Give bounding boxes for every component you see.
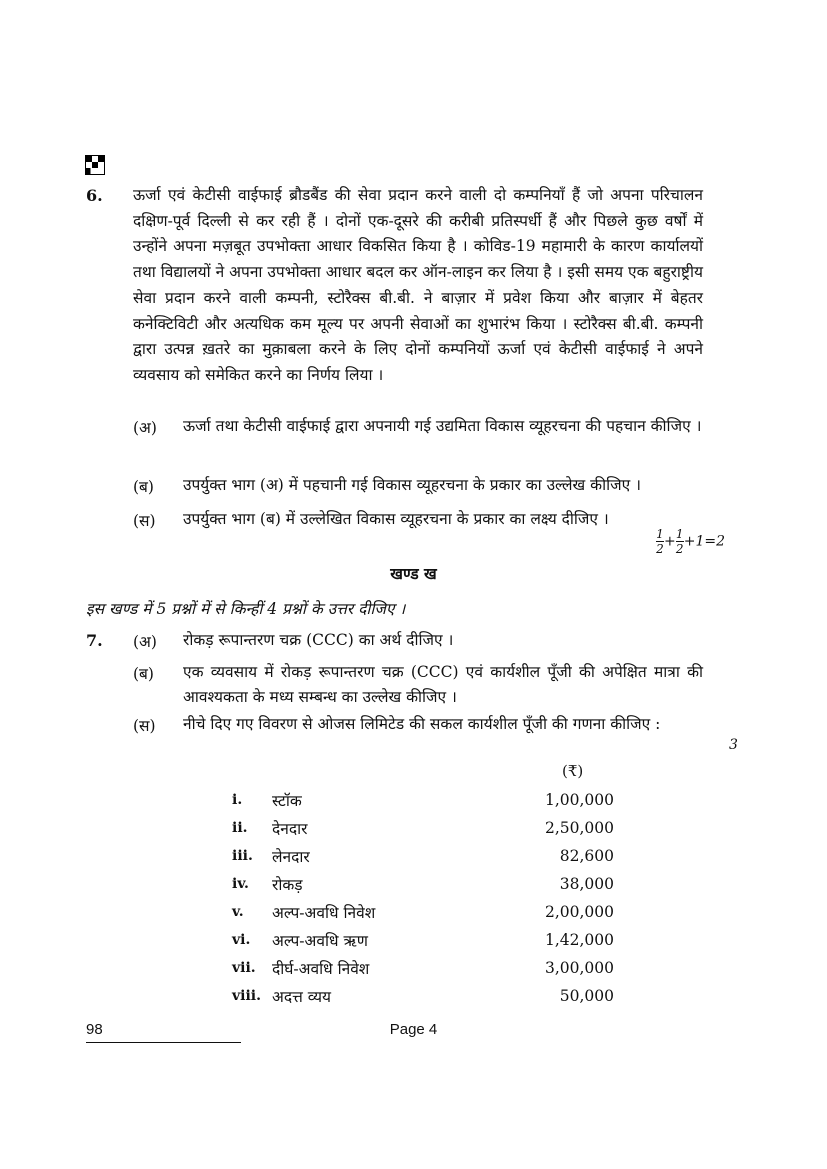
table-row xyxy=(232,926,614,954)
row-number: iii. xyxy=(232,848,253,864)
row-amount: 1,42,000 xyxy=(544,931,614,949)
table-row xyxy=(232,814,614,842)
page-number: Page 4 xyxy=(389,1021,438,1038)
table-row xyxy=(232,898,614,926)
row-item: अदत्त व्यय xyxy=(272,988,331,1006)
row-number: v. xyxy=(232,904,244,920)
table-row xyxy=(232,786,614,814)
q7-part-c-label: (स) xyxy=(133,717,156,735)
q6-marks: $\frac{1}{2}$ + $\frac{1}{2}$ +1=2 xyxy=(656,527,726,556)
marks-fraction: $\frac{1}{2}$ xyxy=(656,527,664,556)
row-item: अल्प-अवधि ऋण xyxy=(272,932,368,950)
row-number: vi. xyxy=(232,932,251,948)
table-row xyxy=(232,982,614,1010)
row-amount: 50,000 xyxy=(559,987,614,1005)
q7-part-a-label: (अ) xyxy=(133,633,157,651)
q6-part-c-text: उपर्युक्त भाग (ब) में उल्लेखित विकास व्यूहरचना के प्रकार का लक्ष्य दीजिए । xyxy=(183,510,609,528)
q7-part-b-label: (ब) xyxy=(133,665,154,683)
row-item: अल्प-अवधि निवेश xyxy=(272,904,376,922)
table-row xyxy=(232,954,614,982)
row-number: i. xyxy=(232,792,243,808)
row-item: लेनदार xyxy=(272,848,310,866)
row-amount: 3,00,000 xyxy=(544,959,614,977)
q6-part-b-text: उपर्युक्त भाग (अ) में पहचानी गई विकास व्यूहरचना के प्रकार का उल्लेख कीजिए । xyxy=(183,476,641,494)
working-capital-table xyxy=(232,786,614,1010)
section-title: खण्ड ख xyxy=(390,564,437,583)
q6-part-a-text: ऊर्जा तथा केटीसी वाईफाई द्वारा अपनायी गई उद्यमिता विकास व्यूहरचना की पहचान कीजिए । xyxy=(183,417,702,435)
marks-fraction: $\frac{1}{2}$ xyxy=(675,527,684,556)
row-item: देनदार xyxy=(272,820,308,838)
q6-part-c-label: (स) xyxy=(133,512,156,530)
row-number: iv. xyxy=(232,876,249,892)
page-code: 98 xyxy=(86,1021,103,1038)
q7-part-b-text: एक व्यवसाय में रोकड़ रूपान्तरण चक्र (CCC) एवं कार्यशील पूँजी की अपेक्षित मात्रा की आवश्यकता के मध्य सम्बन्ध का उल्लेख कीजिए । xyxy=(183,663,703,706)
question-6-paragraph: ऊर्जा एवं केटीसी वाईफाई ब्रौडबैंड की सेवा प्रदान करने वाली दो कम्पनियाँ हैं जो अपना परिचालन दक्षिण-पूर्व दिल्ली से कर रही हैं । दोनों एक-दूसरे की करीबी प्रतिस्पर्धी हैं और पिछले कुछ वर्षों में उन्होंने अपना मज़बूत उपभोक्ता आधार विकसित किया है । कोविड-19 महामारी के कारण कार्यालयों तथा विद्यालयों ने अपना उपभोक्ता आधार बदल कर ऑन-लाइन कर लिया है । इसी समय एक बहुराष्ट्रीय सेवा प्रदान करने वाली कम्पनी, स्टोरैक्स बी.बी. ने बाज़ार में प्रवेश किया और बाज़ार में बेहतर कनेक्टिविटी और अत्यधिक कम मूल्य पर अपनी सेवाओं का शुभारंभ किया । स्टोरैक्स बी.बी. कम्पनी द्वारा उत्पन्न ख़तरे का मुक़ाबला करने के लिए दोनों कम्पनियों ऊर्जा एवं केटीसी वाईफाई ने अपने व्यवसाय को समेकित करने का निर्णय लिया । xyxy=(133,186,703,384)
question-7-number: 7. xyxy=(86,631,103,650)
q6-part-a-label: (अ) xyxy=(133,419,157,437)
q7-part-c-text: नीचे दिए गए विवरण से ओजस लिमिटेड की सकल कार्यशील पूँजी की गणना कीजिए : xyxy=(183,715,661,733)
row-item: रोकड़ xyxy=(272,876,303,894)
row-number: viii. xyxy=(232,988,261,1004)
section-instruction: इस खण्ड में 5 प्रश्नों में से किन्हीं 4 प्रश्नों के उत्तर दीजिए । xyxy=(86,600,406,618)
row-amount: 38,000 xyxy=(559,875,614,893)
question-6-number: 6. xyxy=(86,186,103,205)
q6-part-b-label: (ब) xyxy=(133,478,154,496)
row-number: vii. xyxy=(232,960,256,976)
table-row xyxy=(232,842,614,870)
qr-code-icon xyxy=(86,156,104,174)
currency-header: (₹) xyxy=(562,762,584,780)
row-amount: 82,600 xyxy=(559,847,614,865)
table-row xyxy=(232,870,614,898)
row-number: ii. xyxy=(232,820,248,836)
q7-part-a-text: रोकड़ रूपान्तरण चक्र (CCC) का अर्थ दीजिए । xyxy=(183,631,454,649)
row-amount: 2,50,000 xyxy=(544,819,614,837)
q7-marks: 3 xyxy=(729,737,738,753)
row-item: स्टॉक xyxy=(272,792,302,810)
row-amount: 1,00,000 xyxy=(544,791,614,809)
footer-rule xyxy=(86,1042,241,1043)
row-item: दीर्घ-अवधि निवेश xyxy=(272,960,370,978)
row-amount: 2,00,000 xyxy=(544,903,614,921)
